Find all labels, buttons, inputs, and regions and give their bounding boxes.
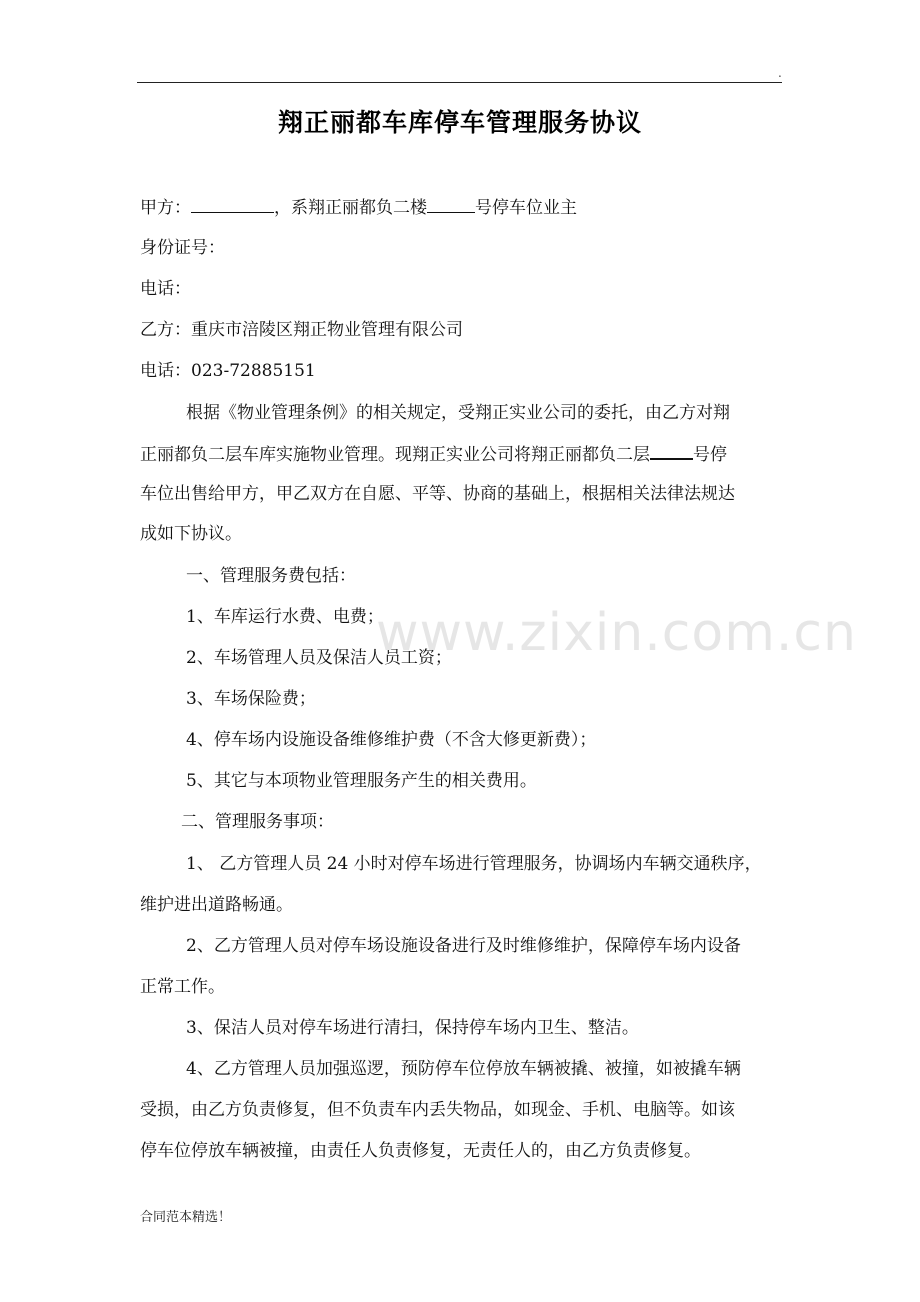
section-2-item-4-line-1: 4、乙方管理人员加强巡逻，预防停车位停放车辆被撬、被撞，如被撬车辆 [186,1059,741,1079]
footer-note: 合同范本精选！ [140,1210,232,1225]
section-1-item: 5、其它与本项物业管理服务产生的相关费用。 [186,771,537,791]
section-1-item: 2、车场管理人员及保洁人员工资； [186,648,452,668]
section-1-heading: 一、管理服务费包括： [186,566,356,586]
party-a-line [140,195,577,220]
intro-parking-number-blank [650,441,693,460]
section-2-item-2-line-2: 正常工作。 [140,977,225,997]
section-1-item: 1、车库运行水费、电费； [186,607,384,627]
section-2-item-4-line-3: 停车位停放车辆被撞，由责任人负责修复，无责任人的，由乙方负责修复。 [140,1141,701,1161]
intro-line-2 [140,441,727,467]
id-number-line: 身份证号： [140,238,225,258]
intro-line-4: 成如下协议。 [140,524,242,544]
intro-line-3: 车位出售给甲方，甲乙双方在自愿、平等、协商的基础上，根据相关法律法规达 [140,484,735,504]
document-title: 翔正丽都车库停车管理服务协议 [277,108,642,137]
party-a-name-blank [191,195,274,213]
header-rule [137,82,782,83]
party-a-tail-text: 号停车位业主 [475,198,577,218]
section-2-item-1-line-2: 维护进出道路畅通。 [140,895,293,915]
intro-line-1: 根据《物业管理条例》的相关规定，受翔正实业公司的委托，由乙方对翔 [186,403,730,423]
section-1-item: 3、车场保险费； [186,689,316,709]
section-1-item: 4、停车场内设施设备维修维护费（不含大修更新费）； [186,730,597,750]
section-2-item-3: 3、保洁人员对停车场进行清扫，保持停车场内卫生、整洁。 [186,1018,639,1038]
party-b-line: 乙方：重庆市涪陵区翔正物业管理有限公司 [140,320,463,340]
parking-number-blank [427,195,475,213]
section-2-heading: 二、管理服务事项： [181,812,334,832]
header-mark: . [778,66,782,80]
party-a-phone-line: 电话： [140,279,191,299]
party-a-label: 甲方： [140,198,191,218]
party-b-phone-line: 电话：023-72885151 [140,361,316,381]
section-2-item-1-line-1: 1、 乙方管理人员 24 小时对停车场进行管理服务，协调场内车辆交通秩序， [186,854,762,874]
watermark: www.zixin.com.cn [376,603,857,663]
section-2-item-2-line-1: 2、乙方管理人员对停车场设施设备进行及时维修维护，保障停车场内设备 [186,936,741,956]
section-2-item-4-line-2: 受损，由乙方负责修复，但不负责车内丢失物品，如现金、手机、电脑等。如该 [140,1100,735,1120]
intro-line-2-tail: 号停 [693,445,727,465]
intro-line-2-text: 正丽都负二层车库实施物业管理。现翔正实业公司将翔正丽都负二层 [140,445,650,465]
party-a-mid-text: ，系翔正丽都负二楼 [274,198,427,218]
